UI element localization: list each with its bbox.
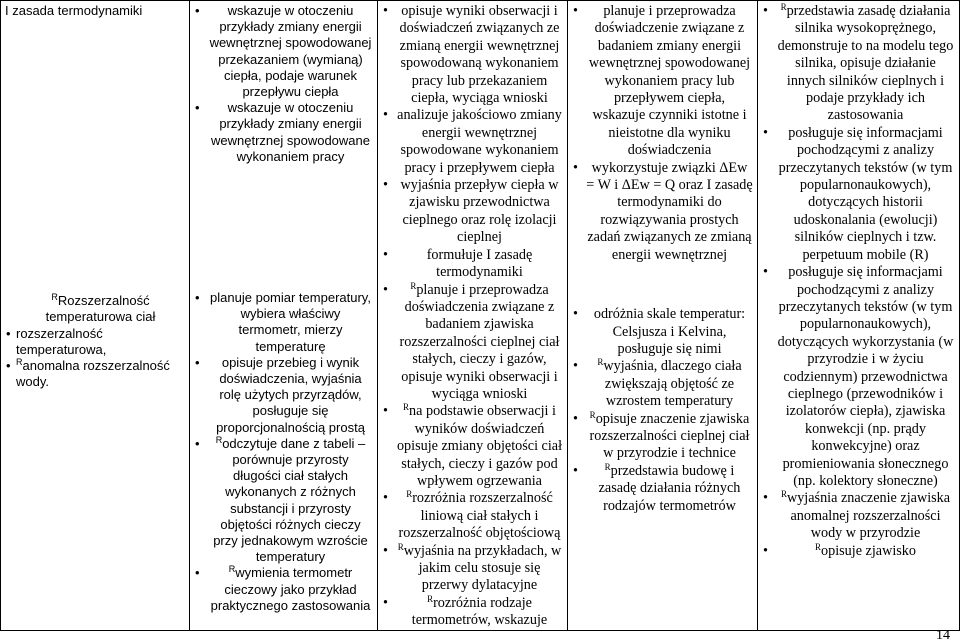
extended-level-marker: R [410,280,417,291]
list-item-text: wyjaśnia, dlaczego ciała zwiększają objętość ze wzrostem temperatury [603,358,742,410]
list-item-text: analizuje jakościowo zmiany energii wewnętrznej spowodowane wykonaniem [397,107,562,159]
list-item-text: wymienia termometr cieczowy jako przykład praktycznego zastosowania [210,565,371,613]
section-title: I zasada termodynamiki [5,3,143,18]
list-item [762,125,955,264]
list-item-text: anomalna rozszerzalność wody. [16,358,170,390]
list-item [572,463,753,515]
extended-level-marker: R [406,489,413,500]
topic-cell [1,1,190,631]
extended-level-marker: R [403,402,410,413]
list-item-text: na podstawie obserwacji i wyników doświadczeń opisuje zmiany objętości ciał stałych, cieczy i gazów pod wpływem ogrzewania [396,403,563,489]
list-item-text: posługuje się informacjami pochodzącymi z analizy przeczytanych tekstów (w tym popularnonaukowych), dotyczących wykorzystania (w przyrodzie i w życiu codziennym) przewodnictwa cieplnego (przewodników i izolatorów ciepła), zjawiska konwekcji (np. prądy konwekcyjne) oraz promieniowania słonecznego (np. kolektory słoneczne) [777,264,954,489]
extended-level-marker: R [604,461,611,472]
list-item [194,355,373,436]
spacer [194,165,373,290]
list-item [194,3,373,100]
requirements-cell-4 [568,1,758,631]
list-item [572,160,753,264]
requirements-cell-5 [758,1,960,631]
list-item [382,247,563,282]
list-item [194,565,373,614]
requirements-list-4b [572,306,753,515]
list-item-text: wskazuje w otoczeniu przykłady zmiany energii wewnętrznej spowodowanej przekazaniem (wymianą) ciepła, podaje warunek przepływu ciepła [209,3,372,100]
extended-level-marker: R [780,489,787,500]
list-item-text: opisuje znaczenie zjawiska rozszerzalności cieplnej ciał w przyrodzie i technice [589,410,750,462]
list-item-text: pracy i przepływem ciepła [404,159,555,176]
list-item [382,107,563,159]
list-item [382,177,563,247]
list-item [194,100,373,165]
list-item [572,3,753,160]
list-item-text: posługuje się informacjami pochodzącymi z analizy przeczytanych tekstów (w tym popularnonaukowych), dotyczących historii udoskonalania (ewolucji) silników cieplnych i tzw. perpetuum mobile (R) [778,124,953,263]
requirements-list-2a [194,3,373,165]
list-item [5,293,185,325]
extended-level-marker: R [51,292,58,303]
extended-level-marker: R [215,434,223,445]
list-item [382,490,563,542]
list-item-text: przedstawia budowę i zasadę działania różnych rodzajów termometrów [598,462,741,514]
extended-level-marker: R [780,2,787,12]
requirements-cell-2 [190,1,378,631]
extended-level-marker: R [228,564,236,575]
list-item [762,3,955,125]
list-item [382,160,563,177]
page-number: 14 [936,628,950,643]
list-item-text: rozszerzalność temperaturowa, [16,325,107,357]
requirements-cell-3 [378,1,568,631]
list-item [382,403,563,490]
list-item-text: wyjaśnia znaczenie zjawiska anomalnej rozszerzalności wody w przyrodzie [786,490,951,542]
list-item [194,436,373,566]
list-item [5,326,185,358]
list-item-text: przedstawia zasadę działania silnika wysokoprężnego, demonstruje to na modelu tego silnika, opisuje działanie innych silników cieplnych i podaje przykłady ich zastosowania [777,3,954,124]
list-item [382,3,563,107]
list-item [382,543,563,595]
list-item-text: rozróżnia rozszerzalność liniową ciał stałych i rozszerzalność objętościową [398,490,561,542]
list-item-text: formułuje I zasadę termodynamiki [426,246,533,281]
list-item [382,595,563,630]
list-item [572,358,753,410]
requirements-list-2b [194,290,373,614]
list-item [572,306,753,358]
list-item [5,358,185,390]
requirements-list-5 [762,3,955,560]
list-item [572,411,753,463]
list-item-text: odróżnia skale temperatur: Celsjusza i Kelvina, posługuje się nimi [593,306,746,357]
extended-level-marker: R [597,357,604,368]
list-item [762,264,955,490]
list-item [194,290,373,355]
list-item [382,282,563,404]
list-item-text: opisuje przebieg i wynik doświadczenia, wyjaśnia rolę użytych przyrządów, posługuje się proporcjonalnością prostą [216,354,365,435]
requirements-list-3 [382,3,563,630]
list-item-text: wykorzystuje związki ΔEw = W i ΔEw = Q oraz I zasadę termodynamiki do rozwiązywania prostych zadań związanych ze zmianą energii wewnętrznej [586,159,753,263]
list-item-text: wskazuje w otoczeniu przykłady zmiany energii wewnętrznej spowodowane wykonaniem pracy [211,100,370,164]
list-item [762,543,955,560]
list-item [762,490,955,542]
list-item-text: wyjaśnia na przykładach, w jakim celu stosuje się przerwy dylatacyjne [403,542,562,594]
list-item-text: Rozszerzalność temperaturowa ciał [45,293,156,325]
list-item-text: planuje i przeprowadza doświadczenia związane z badaniem zjawiska rozszerzalności cieplnej ciał stałych, cieczy i gazów, opisuje wyniki obserwacji i wyciąga wnioski [399,281,560,402]
list-item-text: opisuje zjawisko [821,542,916,559]
extended-level-marker: R [16,357,23,368]
list-item-text: planuje i przeprowadza doświadczenie związane z badaniem zmiany energii wewnętrznej spowodowanej wykonaniem pracy lub przepływem ciepła, wskazuje czynniki istotne i nieistotne dla wyniku doświadczenia [588,3,751,159]
extended-level-marker: R [397,541,404,552]
topic-list [5,293,185,390]
spacer [572,264,753,306]
extended-level-marker: R [427,593,434,604]
extended-level-marker: R [815,541,822,552]
list-item-text: odczytuje dane z tabeli – porównuje przyrosty długości ciał stałych wykonanych z różnych substancji i przyrosty objętości różnych cieczy przy jednakowym wzroście temperatury [213,435,368,565]
requirements-list-4a [572,3,753,264]
list-item-text: opisuje wyniki obserwacji i doświadczeń związanych ze zmianą energii wewnętrznej spowodowaną wykonaniem pracy lub przekazaniem ciepła, wyciąga wnioski [399,3,560,107]
list-item-text: rozróżnia rodzaje termometrów, wskazuje [411,594,548,629]
list-item-text: planuje pomiar temperatury, wybiera właściwy termometr, mierzy temperaturę [210,290,371,354]
list-item-text: wyjaśnia przepływ ciepła w zjawisku przewodnictwa cieplnego oraz rolę izolacji cieplnej [400,177,559,246]
table-row [1,1,960,631]
extended-level-marker: R [589,409,596,420]
